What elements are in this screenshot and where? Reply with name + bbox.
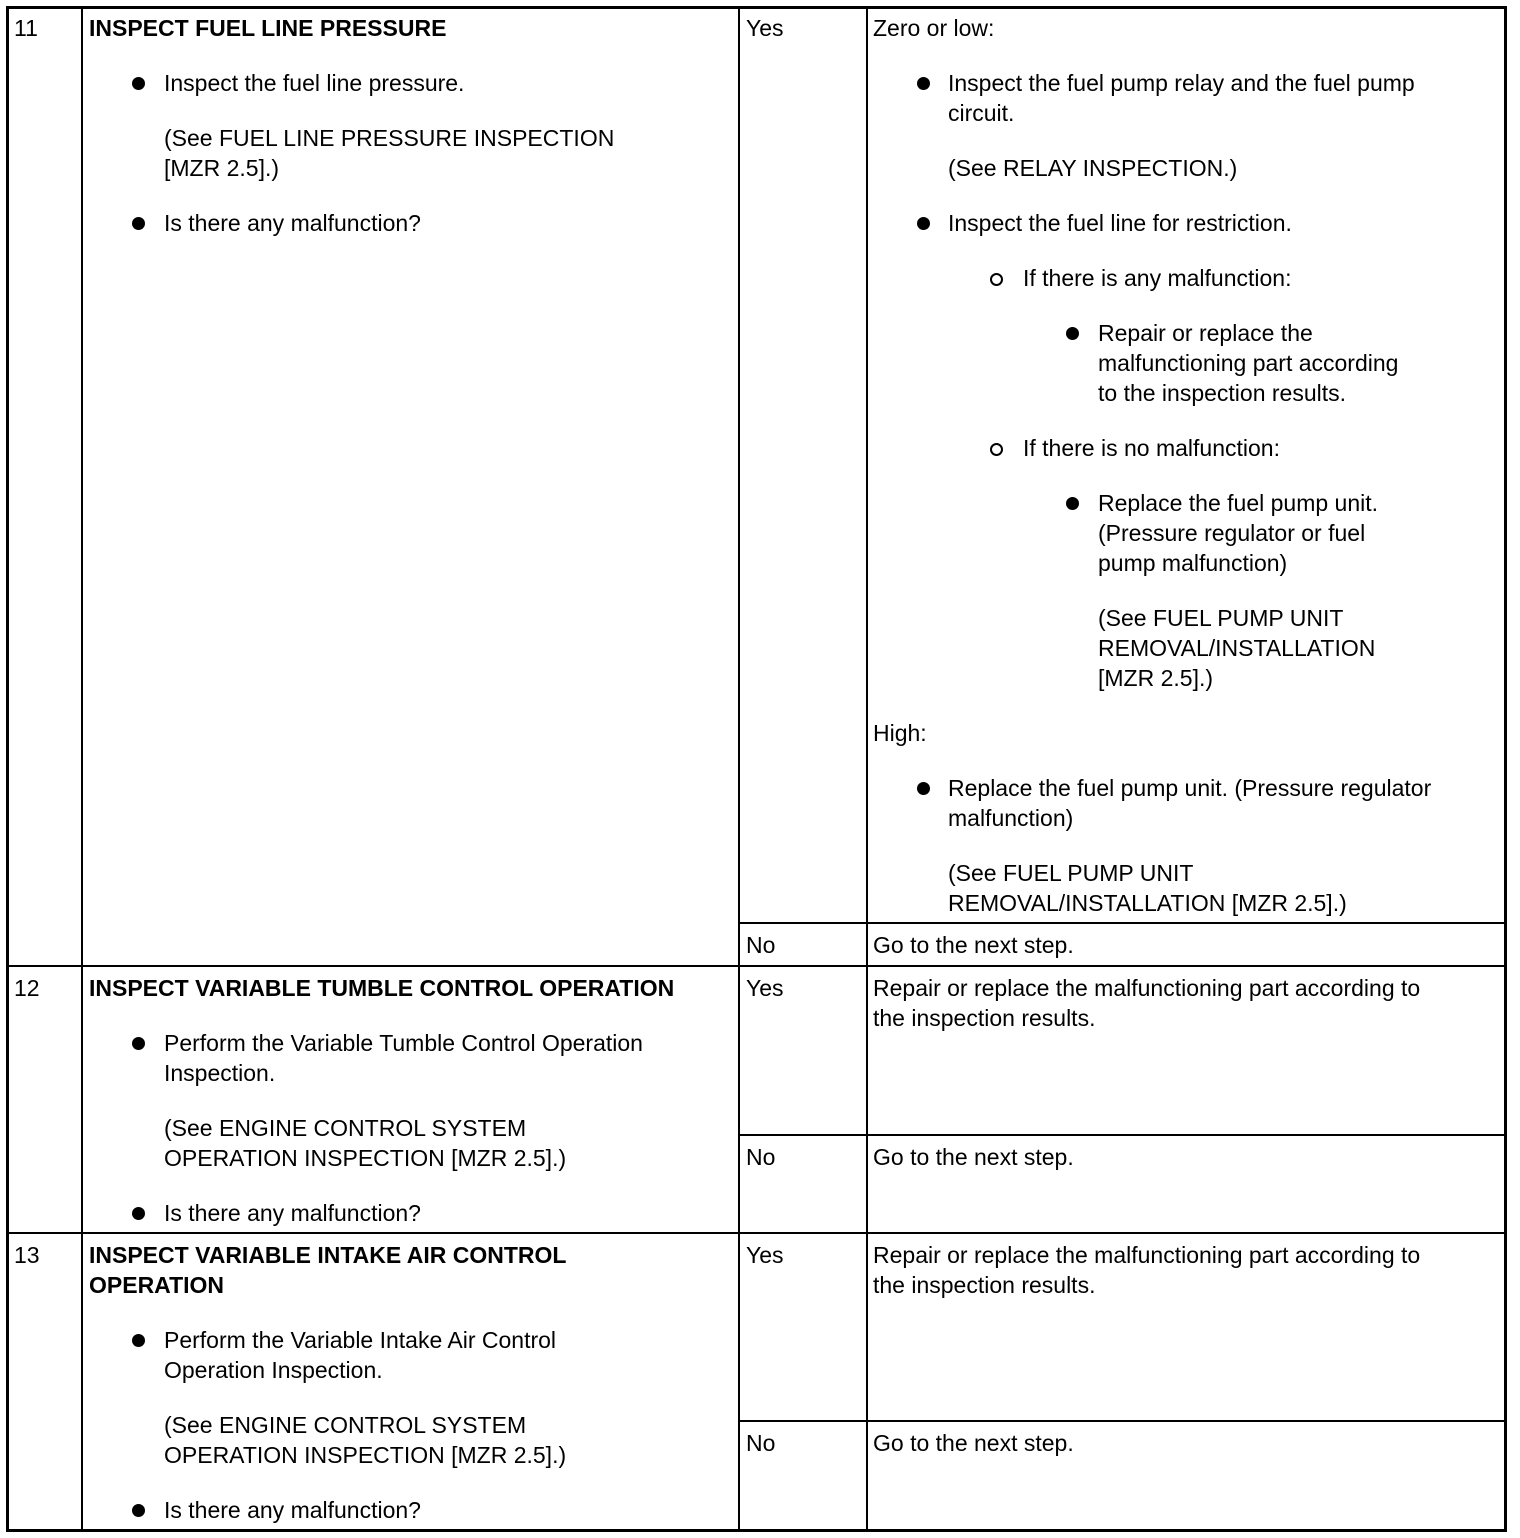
inspection-bullet-text: Perform the Variable Tumble Control Operation [164,1030,643,1056]
bullet-icon [132,1504,145,1517]
step-title: INSPECT FUEL LINE PRESSURE [89,15,447,41]
step-number: 13 [14,1242,40,1268]
reference-note: REMOVAL/INSTALLATION [1098,635,1376,661]
reference-note: (See FUEL LINE PRESSURE INSPECTION [164,125,615,151]
step-title: OPERATION [89,1272,225,1298]
row-divider-13-yes-no [738,1420,1507,1422]
bullet-icon [1066,327,1079,340]
table-border-right [1504,6,1507,1532]
condition-heading: Zero or low: [873,15,995,41]
result-yes-label: Yes [746,975,784,1001]
action-text: malfunction) [948,805,1074,831]
reference-note: (See RELAY INSPECTION.) [948,155,1238,181]
column-divider-inspection [738,6,740,1532]
step-title: INSPECT VARIABLE TUMBLE CONTROL OPERATION [89,975,675,1001]
step-title: INSPECT VARIABLE INTAKE AIR CONTROL [89,1242,567,1268]
reference-note: OPERATION INSPECTION [MZR 2.5].) [164,1442,567,1468]
result-no-label: No [746,1144,776,1170]
bullet-icon [132,77,145,90]
bullet-icon [917,782,930,795]
step-number: 11 [14,15,38,41]
column-divider-step [81,6,83,1532]
action-text: Go to the next step. [873,932,1074,958]
condition-heading: High: [873,720,927,746]
reference-note: [MZR 2.5].) [1098,665,1214,691]
result-yes-label: Yes [746,1242,784,1268]
inspection-bullet-text: Perform the Variable Intake Air Control [164,1327,557,1353]
action-text: the inspection results. [873,1005,1096,1031]
inspection-question: Is there any malfunction? [164,1200,421,1226]
bullet-icon [917,77,930,90]
action-text: Replace the fuel pump unit. [1098,490,1379,516]
inspection-question: Is there any malfunction? [164,1497,421,1523]
action-text: to the inspection results. [1098,380,1347,406]
row-divider-11-yes-no [738,922,1507,924]
circle-bullet-icon [990,443,1003,456]
action-text: the inspection results. [873,1272,1096,1298]
action-text: pump malfunction) [1098,550,1288,576]
condition-text: If there is any malfunction: [1023,265,1292,291]
action-text: Inspect the fuel line for restriction. [948,210,1292,236]
condition-text: If there is no malfunction: [1023,435,1280,461]
table-border-bottom [6,1529,1507,1532]
step-number: 12 [14,975,40,1001]
table-border-top [6,6,1507,9]
action-text: Repair or replace the malfunctioning part according to [873,975,1421,1001]
action-text: Replace the fuel pump unit. (Pressure regulator [948,775,1432,801]
action-text: Repair or replace the malfunctioning part according to [873,1242,1421,1268]
reference-note: OPERATION INSPECTION [MZR 2.5].) [164,1145,567,1171]
inspection-bullet-text: Inspection. [164,1060,276,1086]
bullet-icon [132,1037,145,1050]
action-text: Repair or replace the [1098,320,1313,346]
row-divider-11-12 [6,965,1507,967]
result-yes-label: Yes [746,15,784,41]
inspection-bullet-text: Operation Inspection. [164,1357,383,1383]
reference-note: (See FUEL PUMP UNIT [1098,605,1344,631]
bullet-icon [132,217,145,230]
inspection-bullet-text: Inspect the fuel line pressure. [164,70,465,96]
action-text: malfunctioning part according [1098,350,1399,376]
reference-note: (See FUEL PUMP UNIT [948,860,1194,886]
result-no-label: No [746,1430,776,1456]
action-text: Inspect the fuel pump relay and the fuel pump [948,70,1415,96]
circle-bullet-icon [990,273,1003,286]
action-text: Go to the next step. [873,1430,1074,1456]
reference-note: [MZR 2.5].) [164,155,280,181]
action-text: Go to the next step. [873,1144,1074,1170]
action-text: (Pressure regulator or fuel [1098,520,1366,546]
result-no-label: No [746,932,776,958]
row-divider-12-13 [6,1232,1507,1234]
reference-note: (See ENGINE CONTROL SYSTEM [164,1412,527,1438]
bullet-icon [1066,497,1079,510]
column-divider-result [866,6,868,1532]
bullet-icon [917,217,930,230]
table-border-left [6,6,9,1532]
action-text: circuit. [948,100,1015,126]
reference-note: (See ENGINE CONTROL SYSTEM [164,1115,527,1141]
bullet-icon [132,1207,145,1220]
bullet-icon [132,1334,145,1347]
reference-note: REMOVAL/INSTALLATION [MZR 2.5].) [948,890,1347,916]
inspection-question: Is there any malfunction? [164,210,421,236]
row-divider-12-yes-no [738,1134,1507,1136]
